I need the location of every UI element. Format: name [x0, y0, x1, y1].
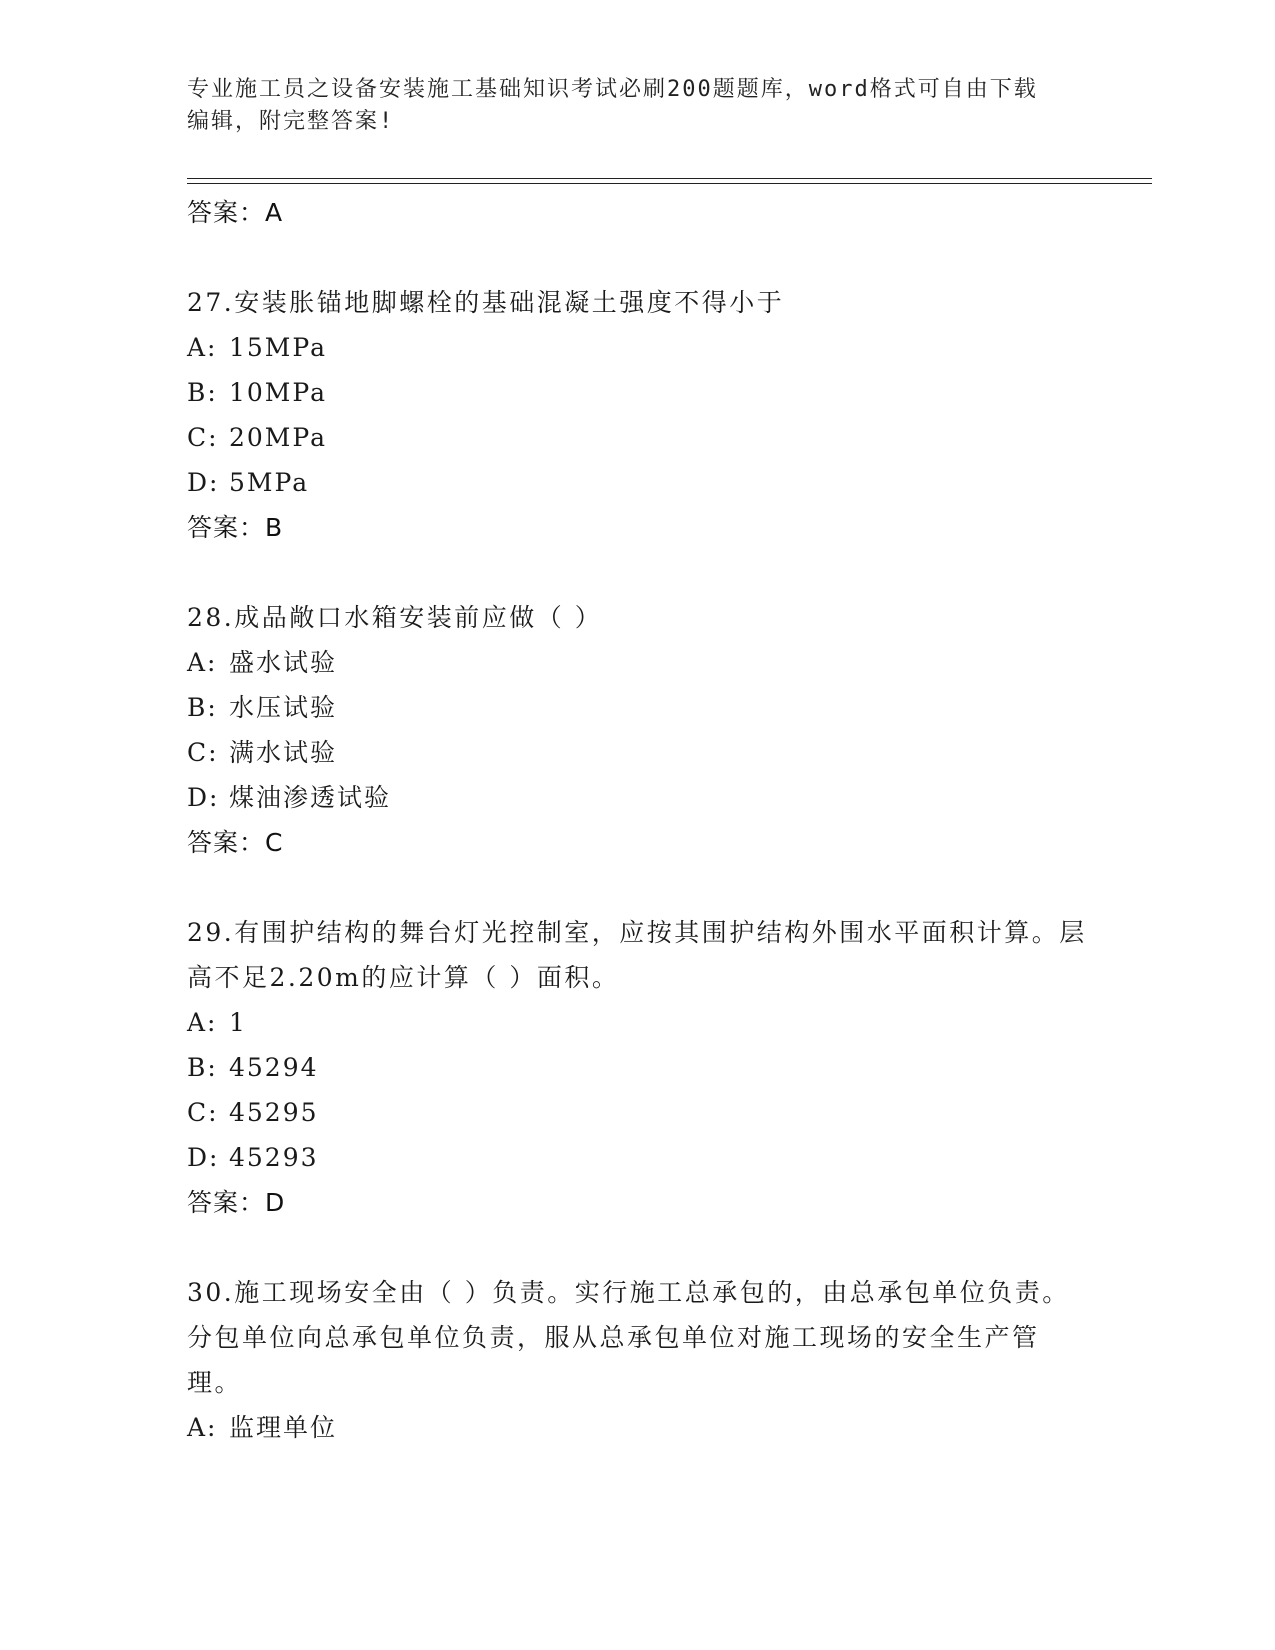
option-text: 45295	[229, 1098, 319, 1127]
answer-line: 答案：D	[187, 1188, 286, 1217]
option-text: 水压试验	[229, 693, 338, 722]
question-text: 28.成品敞口水箱安装前应做（ ）	[187, 603, 603, 632]
option-a	[187, 325, 1087, 370]
header-divider-top	[187, 178, 1152, 179]
answer-line: 答案：B	[187, 513, 284, 542]
header-line-2: 编辑，附完整答案!	[187, 109, 395, 134]
option-text: 10MPa	[229, 378, 328, 407]
option-text: 15MPa	[229, 333, 328, 362]
option-a	[187, 1000, 1087, 1045]
option-a	[187, 640, 1087, 685]
option-letter: A:	[187, 1008, 218, 1037]
option-text: 45294	[229, 1053, 319, 1082]
option-c	[187, 415, 1087, 460]
question-block	[187, 280, 1087, 551]
option-c	[187, 1090, 1087, 1135]
option-letter: B:	[187, 1053, 218, 1082]
question-content	[187, 190, 1087, 1450]
option-letter: A:	[187, 648, 218, 677]
document-header	[187, 74, 1067, 138]
option-letter: C:	[187, 738, 219, 767]
option-text: 20MPa	[229, 423, 328, 452]
option-text: 盛水试验	[229, 648, 338, 677]
option-text: 煤油渗透试验	[229, 783, 392, 812]
question-block	[187, 910, 1087, 1226]
option-letter: B:	[187, 378, 218, 407]
option-letter: D:	[187, 468, 220, 497]
answer-line: 答案：A	[187, 198, 284, 227]
option-text: 5MPa	[229, 468, 310, 497]
option-text: 45293	[229, 1143, 319, 1172]
option-letter: C:	[187, 423, 219, 452]
option-text: 1	[229, 1008, 247, 1037]
option-c	[187, 730, 1087, 775]
question-block	[187, 1270, 1087, 1450]
question-text: 29.有围护结构的舞台灯光控制室，应按其围护结构外围水平面积计算。层高不足2.20m的应计算（ ）面积。	[187, 918, 1087, 992]
option-letter: D:	[187, 1143, 220, 1172]
option-d	[187, 460, 1087, 505]
question-text: 27.安装胀锚地脚螺栓的基础混凝土强度不得小于	[187, 288, 785, 317]
option-text: 监理单位	[229, 1413, 338, 1442]
option-text: 满水试验	[229, 738, 338, 767]
question-text: 30.施工现场安全由（ ）负责。实行施工总承包的，由总承包单位负责。分包单位向总承包单位负责，服从总承包单位对施工现场的安全生产管理。	[187, 1278, 1070, 1397]
option-letter: A:	[187, 1413, 218, 1442]
option-letter: B:	[187, 693, 218, 722]
option-b	[187, 1045, 1087, 1090]
option-letter: C:	[187, 1098, 219, 1127]
option-a	[187, 1405, 1087, 1450]
option-letter: D:	[187, 783, 220, 812]
header-divider-bottom	[187, 183, 1152, 184]
option-d	[187, 1135, 1087, 1180]
header-line-1: 专业施工员之设备安装施工基础知识考试必刷200题题库，word格式可自由下载	[187, 77, 1038, 102]
option-b	[187, 685, 1087, 730]
question-block	[187, 595, 1087, 866]
option-d	[187, 775, 1087, 820]
option-b	[187, 370, 1087, 415]
option-letter: A:	[187, 333, 218, 362]
answer-line: 答案：C	[187, 828, 284, 857]
